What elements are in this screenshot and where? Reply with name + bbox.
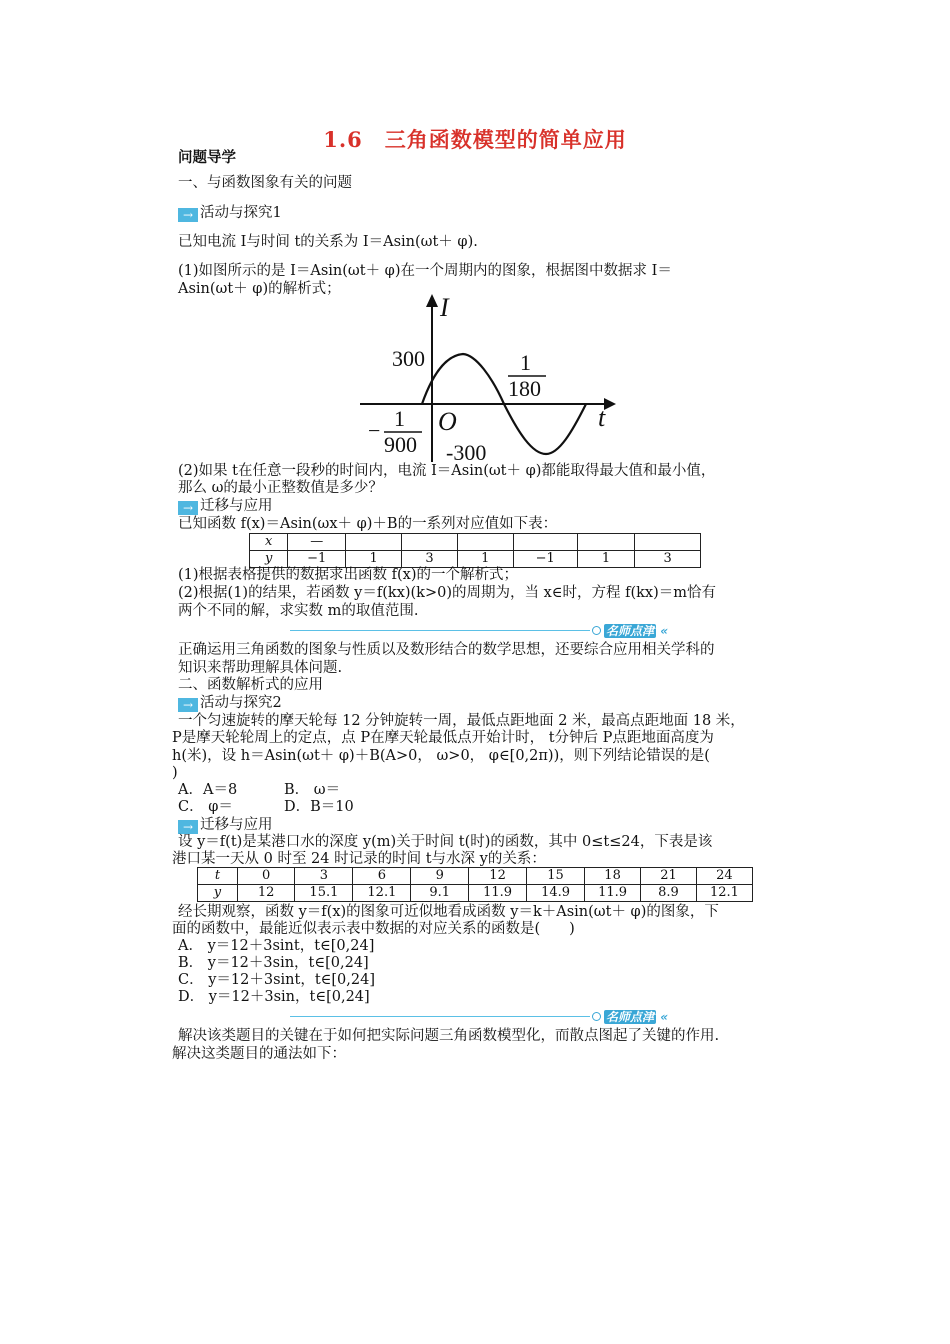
transfer2-option-a: A． y＝12＋3sint，t∈[0,24] — [178, 938, 375, 954]
table-cell: 12.1 — [696, 885, 752, 902]
x-right-denominator: 180 — [508, 376, 541, 401]
table-cell: 9 — [411, 868, 469, 885]
activity2-header — [178, 694, 282, 713]
x-left-sign: − — [368, 418, 381, 443]
transfer1-q2-line2: 两个不同的解，求实数 m的取值范围. — [178, 603, 419, 619]
table-cell: 12 — [237, 885, 295, 902]
tips-badge-1: 名师点津 « — [592, 622, 668, 639]
table-row — [198, 868, 753, 885]
table-cell: 3 — [635, 551, 701, 568]
transfer2-line4: 面的函数中，最能近似表示表中数据的对应关系的函数是( ) — [172, 921, 575, 937]
tips2-line1: 解决该类题目的关键在于如何把实际问题三角函数模型化，而散点图起了关键的作用. — [178, 1028, 720, 1044]
activity2-line2: P是摩天轮轮周上的定点，点 P在摩天轮最低点开始计时， t分钟后 P点距地面高度为 — [172, 730, 714, 746]
table-cell: 1 — [346, 551, 402, 568]
transfer2-line1: 设 y＝f(t)是某港口水的深度 y(m)关于时间 t(时)的函数，其中 0≤t≤24，下表是该 — [178, 834, 713, 850]
transfer2-option-b: B． y＝12＋3sin，t∈[0,24] — [178, 955, 369, 971]
activity2-line3: h(米)，设 h＝Asin(ωt＋ φ)＋B(A>0， ω>0， φ∈[0,2π))，则下列结论错误的是( — [172, 748, 710, 764]
transfer1-label: 迁移与应用 — [200, 498, 273, 514]
table-cell: 1 — [457, 551, 513, 568]
transfer1-q1: (1)根据表格提供的数据求出函数 f(x)的一个解析式； — [178, 567, 519, 583]
activity2-option-a: A．A＝8 — [178, 782, 238, 798]
activity1-q2-line2: 那么 ω的最小正整数值是多少？ — [178, 480, 383, 496]
tips-divider — [290, 1016, 590, 1017]
transfer1-q2-line1: (2)根据(1)的结果，若函数 y＝f(kx)(k>0)的周期为，当 x∈时，方程 f(kx)＝m恰有 — [178, 585, 717, 601]
table-cell — [513, 534, 577, 551]
section2-heading: 二、函数解析式的应用 — [178, 677, 323, 693]
activity2-line1: 一个匀速旋转的摩天轮每 12 分钟旋转一周，最低点距地面 2 米，最高点距地面 18 米， — [178, 713, 745, 729]
activity1-q1-line1: (1)如图所示的是 I＝Asin(ωt＋ φ)在一个周期内的图象，根据图中数据求 I＝ — [178, 263, 672, 279]
table-row — [250, 551, 701, 568]
table-cell — [346, 534, 402, 551]
x-left-denominator: 900 — [384, 432, 417, 457]
transfer2-option-d: D． y＝12＋3sin，t∈[0,24] — [178, 989, 370, 1005]
table-cell: 14.9 — [527, 885, 585, 902]
origin-label: O — [438, 407, 457, 436]
tips-label: 名师点津 — [606, 624, 655, 638]
table-cell — [457, 534, 513, 551]
table-cell: 6 — [353, 868, 411, 885]
table-cell: 18 — [585, 868, 641, 885]
table-cell: 15 — [527, 868, 585, 885]
x-left-numerator: 1 — [394, 406, 405, 431]
transfer1-intro: 已知函数 f(x)＝Asin(ωx＋ φ)＋B的一系列对应值如下表： — [178, 516, 558, 532]
table-cell: 8.9 — [641, 885, 697, 902]
transfer2-option-c: C． y＝12＋3sint，t∈[0,24] — [178, 972, 375, 988]
arrow-icon: → — [178, 501, 198, 515]
activity2-option-c: C． φ＝ — [178, 799, 233, 815]
activity1-q1-line2: Asin(ωt＋ φ)的解析式； — [178, 281, 341, 297]
table-cell: 11.9 — [585, 885, 641, 902]
activity1-header — [178, 204, 282, 223]
tips1-line1: 正确运用三角函数的图象与性质以及数形结合的数学思想，还要综合应用相关学科的 — [178, 642, 715, 658]
table-row — [250, 534, 701, 551]
x-right-numerator: 1 — [520, 350, 531, 375]
table-cell: −1 — [288, 551, 346, 568]
value-table-1 — [249, 533, 701, 568]
sine-graph — [360, 292, 620, 464]
activity1-intro: 已知电流 I与时间 t的关系为 I＝Asin(ωt＋ φ). — [178, 234, 478, 250]
y-max-label: 300 — [392, 346, 425, 371]
y-min-label: -300 — [446, 440, 487, 464]
table-cell: 1 — [577, 551, 635, 568]
circle-icon — [592, 1012, 601, 1021]
table-cell: 9.1 — [411, 885, 469, 902]
transfer2-line2: 港口某一天从 0 时至 24 时记录的时间 t与水深 y的关系： — [172, 851, 546, 867]
activity2-option-d: D．B＝10 — [284, 799, 354, 815]
table-cell: 3 — [295, 868, 353, 885]
table-cell: 12 — [469, 868, 527, 885]
table-cell: −1 — [513, 551, 577, 568]
y-axis-label: I — [440, 293, 449, 322]
table-cell — [577, 534, 635, 551]
activity1-q2-line1: (2)如果 t在任意一段秒的时间内，电流 I＝Asin(ωt＋ φ)都能取得最大值和最小值， — [178, 463, 716, 479]
x-axis-label: t — [598, 403, 606, 432]
guide-heading: 问题导学 — [178, 149, 236, 166]
table-cell: 0 — [237, 868, 295, 885]
activity1-label: 活动与探究1 — [200, 205, 282, 221]
transfer2-label: 迁移与应用 — [200, 817, 273, 833]
table-cell: 3 — [402, 551, 458, 568]
page-title: 1.6 三角函数模型的简单应用 — [323, 127, 627, 152]
table-cell: y — [250, 551, 288, 568]
transfer1-header — [178, 497, 273, 516]
table-cell — [635, 534, 701, 551]
tips-badge-2: 名师点津 « — [592, 1008, 668, 1025]
activity2-option-b: B． ω＝ — [284, 782, 341, 798]
table-row — [198, 885, 753, 902]
table-cell: x — [250, 534, 288, 551]
table-cell: 15.1 — [295, 885, 353, 902]
table-cell: y — [198, 885, 238, 902]
table-cell: 11.9 — [469, 885, 527, 902]
table-cell — [402, 534, 458, 551]
i-axis-arrow — [426, 294, 438, 307]
tips-label: 名师点津 — [606, 1010, 655, 1024]
circle-icon — [592, 626, 601, 635]
tips2-line2: 解决这类题目的通法如下： — [172, 1046, 346, 1062]
table-cell: t — [198, 868, 238, 885]
table-cell: 12.1 — [353, 885, 411, 902]
transfer2-line3: 经长期观察，函数 y＝f(x)的图象可近似地看成函数 y＝k＋Asin(ωt＋ φ)的图象，下 — [178, 904, 719, 920]
arrow-icon: → — [178, 208, 198, 222]
arrow-icon: → — [178, 820, 198, 834]
t-axis-arrow — [604, 398, 616, 410]
activity2-label: 活动与探究2 — [200, 695, 282, 711]
table-cell: — — [288, 534, 346, 551]
table-cell: 24 — [696, 868, 752, 885]
table-cell: 21 — [641, 868, 697, 885]
tide-table — [197, 867, 753, 902]
tips1-line2: 知识来帮助理解具体问题. — [178, 660, 343, 676]
activity2-line4: ) — [172, 765, 178, 781]
tips-divider — [290, 630, 590, 631]
arrow-icon: → — [178, 698, 198, 712]
section1-heading: 一、与函数图象有关的问题 — [178, 175, 352, 191]
